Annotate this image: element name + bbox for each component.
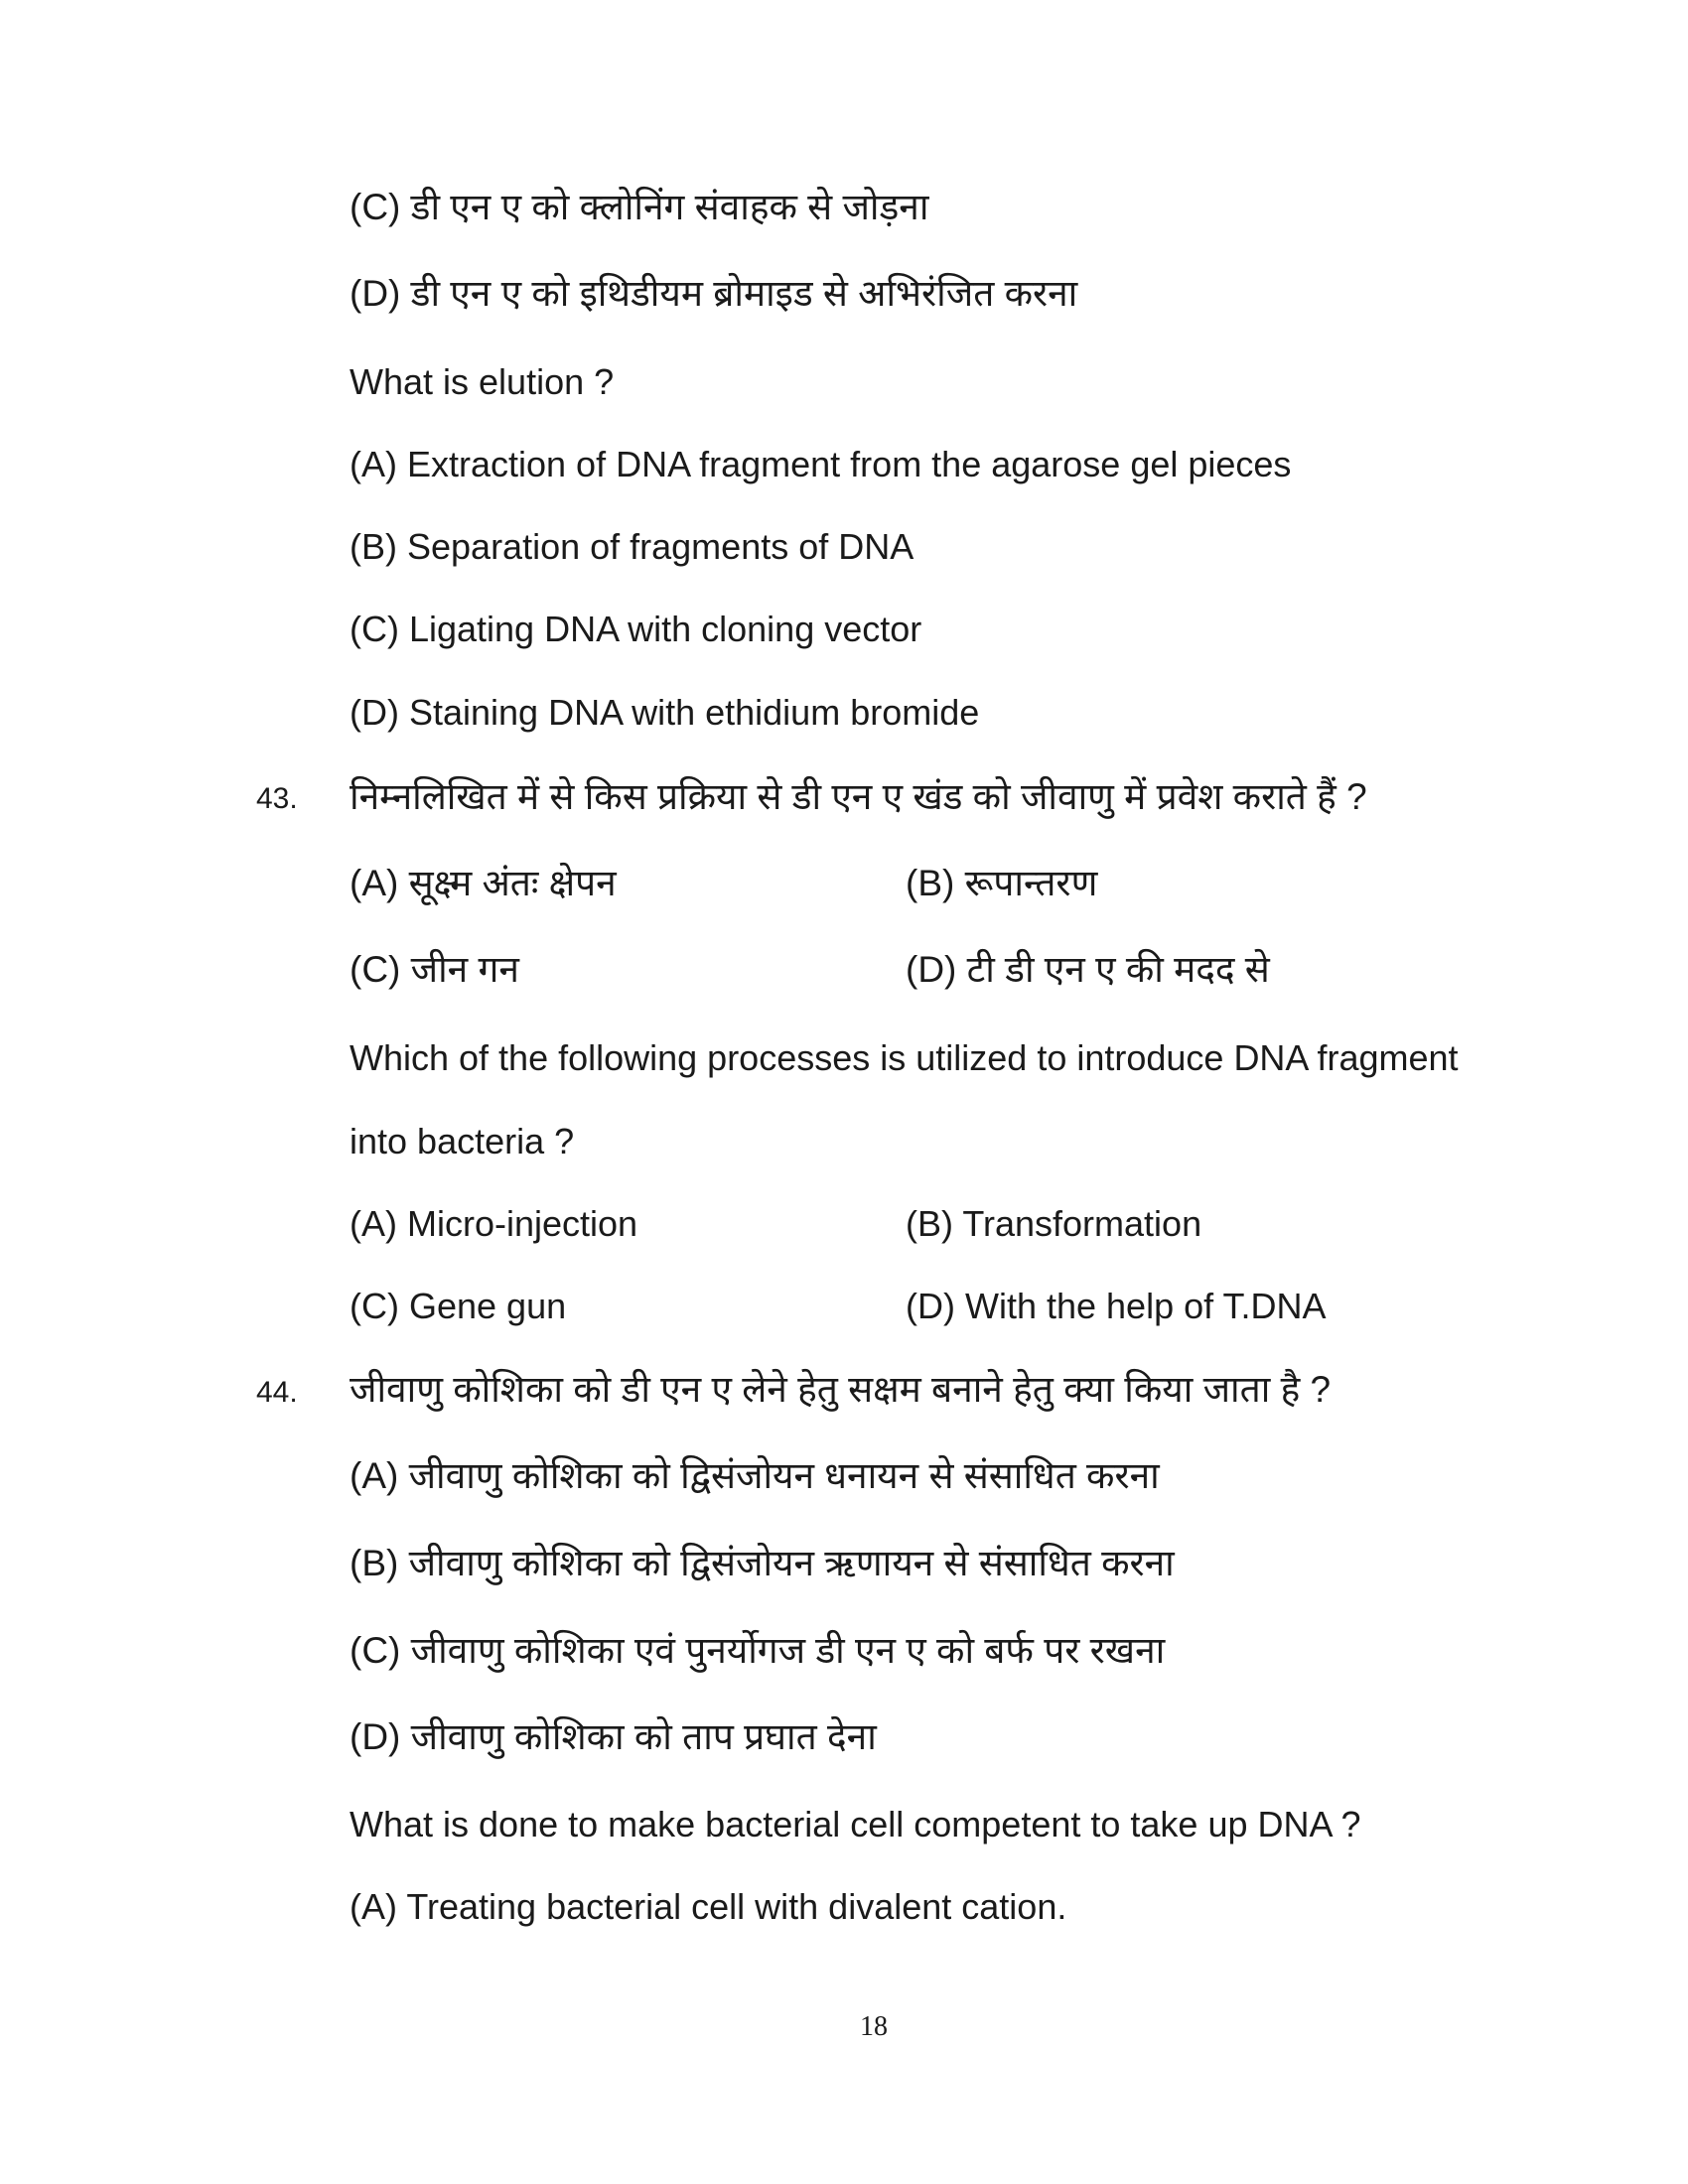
q43-hi-option-c: (C) जीन गन	[350, 949, 519, 990]
q44-number: 44.	[256, 1376, 298, 1409]
q43-en-option-a: (A) Micro-injection	[350, 1203, 638, 1244]
q42-hi-option-d: (D) डी एन ए को इथिडीयम ब्रोमाइड से अभिरंजित करना	[350, 273, 1078, 314]
q44-hi-option-a: (A) जीवाणु कोशिका को द्विसंजोयन धनायन से संसाधित करना	[350, 1455, 1160, 1496]
q43-en-question-line1: Which of the following processes is utilized to introduce DNA fragment	[350, 1037, 1459, 1078]
q43-number: 43.	[256, 782, 298, 815]
q44-en-question: What is done to make bacterial cell competent to take up DNA ?	[350, 1804, 1361, 1844]
q43-en-option-b: (B) Transformation	[906, 1203, 1202, 1244]
q43-hi-option-d: (D) टी डी एन ए की मदद से	[906, 949, 1270, 990]
q42-en-option-b: (B) Separation of fragments of DNA	[350, 526, 914, 567]
q42-en-option-d: (D) Staining DNA with ethidium bromide	[350, 692, 980, 733]
q44-hi-question: जीवाणु कोशिका को डी एन ए लेने हेतु सक्षम बनाने हेतु क्या किया जाता है ?	[350, 1369, 1332, 1410]
q43-hi-option-b: (B) रूपान्तरण	[906, 863, 1098, 903]
q43-en-option-d: (D) With the help of T.DNA	[906, 1286, 1327, 1326]
q44-en-option-a: (A) Treating bacterial cell with divalent cation.	[350, 1886, 1067, 1927]
q42-hi-option-c: (C) डी एन ए को क्लोनिंग संवाहक से जोड़ना	[350, 187, 929, 227]
q42-en-option-c: (C) Ligating DNA with cloning vector	[350, 609, 922, 649]
q42-en-option-a: (A) Extraction of DNA fragment from the agarose gel pieces	[350, 444, 1292, 484]
q43-hi-option-a: (A) सूक्ष्म अंतः क्षेपन	[350, 863, 617, 903]
q42-en-question: What is elution ?	[350, 361, 615, 402]
q44-hi-option-b: (B) जीवाणु कोशिका को द्विसंजोयन ऋणायन से संसाधित करना	[350, 1543, 1175, 1583]
q44-hi-option-d: (D) जीवाणु कोशिका को ताप प्रघात देना	[350, 1716, 877, 1757]
q43-hi-question: निम्नलिखित में से किस प्रक्रिया से डी एन ए खंड को जीवाणु में प्रवेश कराते हैं ?	[350, 776, 1367, 817]
q43-en-question-line2: into bacteria ?	[350, 1121, 575, 1161]
q43-en-option-c: (C) Gene gun	[350, 1286, 567, 1326]
q44-hi-option-c: (C) जीवाणु कोशिका एवं पुनर्योगज डी एन ए को बर्फ पर रखना	[350, 1630, 1166, 1671]
page-number: 18	[860, 2011, 888, 2042]
